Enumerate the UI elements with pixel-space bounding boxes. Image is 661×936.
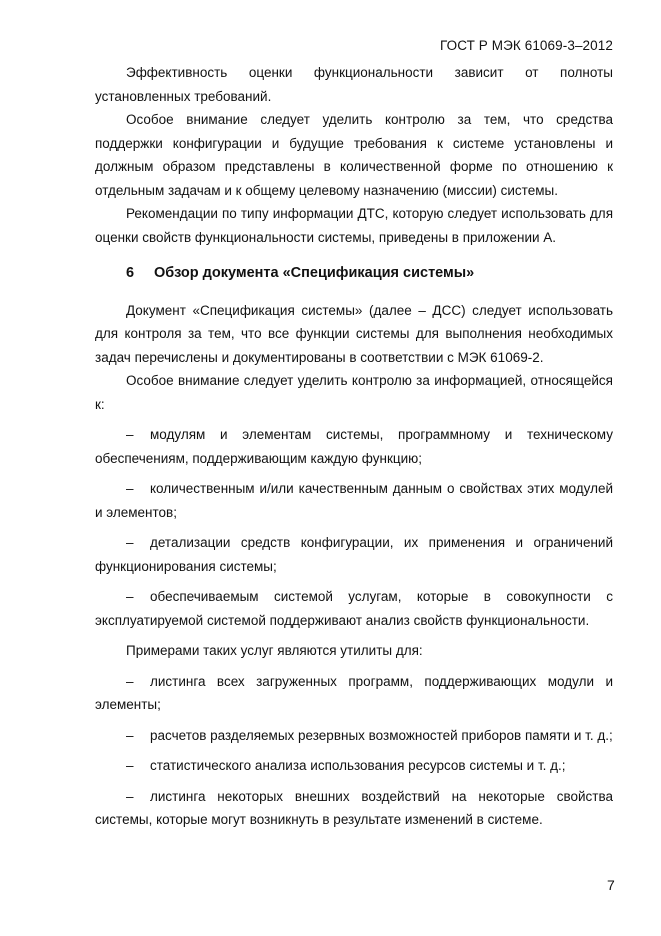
list-item-text: детализации средств конфигурации, их применения и ограничений функционирования системы; — [95, 535, 613, 574]
dash-marker: – — [126, 673, 134, 689]
section-title: Обзор документа «Спецификация системы» — [154, 265, 475, 281]
dash-marker: – — [126, 535, 134, 550]
list-item-text: модулям и элементам системы, программному и техническому обеспечениям, поддерживающим каждую функцию; — [95, 427, 613, 466]
dash-marker: – — [126, 788, 134, 804]
dash-marker: – — [126, 727, 134, 743]
dash-marker: – — [126, 758, 134, 773]
list-item — [95, 670, 613, 717]
page-body — [95, 61, 613, 832]
list-item-text: обеспечиваемым системой услугам, которые в совокупности с эксплуатируемой системой поддерживают анализ свойств функциональности. — [95, 589, 613, 628]
list-item-text: статистического анализа использования ресурсов системы и т. д.; — [150, 758, 566, 773]
paragraph: Особое внимание следует уделить контролю за тем, что средства поддержки конфигурации и будущие требования к системе установлены и должным образом представлены в количественной форме по отношению к отдельным задачам и к общему целевому назначению (миссии) системы. — [95, 112, 613, 198]
list-item-text: количественным и/или качественным данным о свойствах этих модулей и элементов; — [95, 481, 613, 520]
paragraph: Особое внимание следует уделить контролю за информацией, относящейся к: — [95, 373, 613, 412]
paragraph: Примерами таких услуг являются утилиты для: — [126, 643, 423, 658]
list-item — [95, 423, 613, 470]
list-item-text: расчетов разделяемых резервных возможностей приборов памяти и т. д.; — [150, 727, 613, 743]
dash-marker: – — [126, 589, 134, 604]
list-item — [95, 585, 613, 632]
list-item — [95, 754, 613, 778]
section-heading — [126, 262, 613, 286]
paragraph: Эффективность оценки функциональности зависит от полноты установленных требований. — [95, 65, 613, 104]
paragraph: Рекомендации по типу информации ДТС, которую следует использовать для оценки свойств функциональности системы, приведены в приложении А. — [95, 206, 613, 245]
paragraph: Документ «Спецификация системы» (далее – ДСС) следует использовать для контроля за тем, что все функции системы для выполнения необходимых задач перечислены и документированы в соответствии с МЭК 61069-2. — [95, 302, 613, 365]
list-item-text: листинга некоторых внешних воздействий на некоторые свойства системы, которые могут возникнуть в результате изменений в системе. — [95, 788, 613, 827]
page-number: 7 — [607, 877, 615, 893]
dash-marker: – — [126, 427, 134, 442]
list-item — [95, 785, 613, 832]
list-item — [95, 724, 613, 748]
list-item — [95, 531, 613, 578]
document-header: ГОСТ Р МЭК 61069-3–2012 — [439, 38, 613, 53]
list-item — [95, 477, 613, 524]
list-item-text: листинга всех загруженных программ, поддерживающих модули и элементы; — [95, 673, 613, 712]
dash-marker: – — [126, 481, 134, 496]
section-number: 6 — [126, 265, 135, 281]
